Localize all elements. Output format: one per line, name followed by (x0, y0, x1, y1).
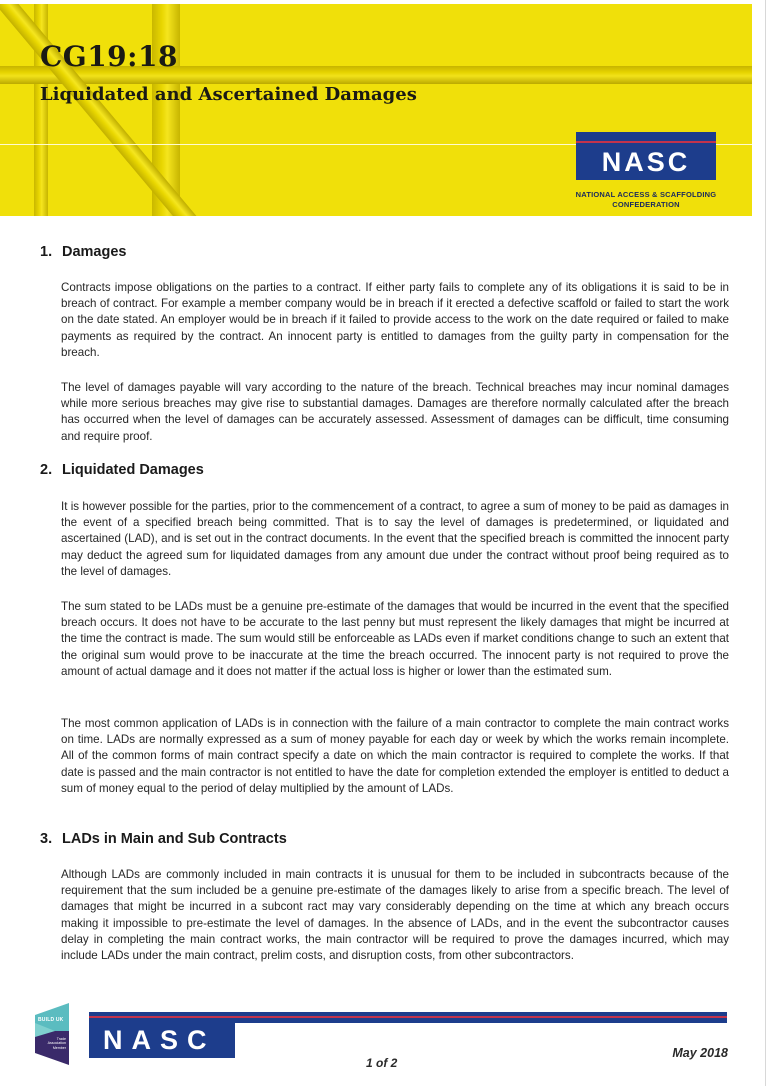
logo-text: NASC (601, 147, 691, 177)
paragraph: The sum stated to be LADs must be a genuine pre-estimate of the damages that would be incurred in the event that the specified breach occurs. It does not have to be accurate to the last penny but must represent the likely damages that might be incurred at the time the contract is made. The sum would still be enforceable as LADs even if market conditions change to such an extent that the original sum would prove to be inaccurate at the time the breach occurred. The innocent party is not required to prove the amount of actual damage and it does not matter if the actual loss is higher or lower than the estimated sum. (61, 600, 729, 678)
footer-bar (89, 1012, 727, 1023)
document-title: Liquidated and Ascertained Damages (40, 84, 417, 105)
logo-stripe (576, 141, 716, 143)
paragraph: Contracts impose obligations on the parties to a contract. If either party fails to complete any of its obligations it is said to be in breach of contract. For example a member company would be in breach if it erected a defective scaffold or failed to start the work on the date stated. An employer would be in breach if it failed to provide access to the work on the date required or failed to make payments as required by the contract. An innocent party is entitled to damages from the guilty party in compensation for the breach. (61, 281, 729, 359)
section-title: Liquidated Damages (62, 462, 204, 478)
logo-subtitle-line1: NATIONAL ACCESS & SCAFFOLDING (575, 190, 717, 199)
builduk-member-text: Trade Association Member (47, 1037, 66, 1050)
nasc-logo (576, 132, 716, 180)
page-number: 1 of 2 (366, 1056, 398, 1070)
footer-stripe (89, 1016, 727, 1018)
section-heading-lads-main-sub (40, 831, 287, 847)
section-heading-damages (40, 244, 126, 260)
paragraph: Although LADs are commonly included in main contracts it is unusual for them to be included in subcontracts because of the requirement that the sum included be a genuine pre-estimate of the damages likely to arise from a specific breach. The level of damages that might be incurred in a subcont ract may vary considerably depending on the time at which any breach occurs making it impossible to pre-estimate the level of damages. In the absence of LADs, and in the event the subcontractor causes delay in completing the main contract works, the main contractor will be required to prove the damages incurred, which may include LADs under the main contract, prelim costs, and disruption costs, from other subcontractors. (61, 868, 729, 963)
paragraph: The level of damages payable will vary according to the nature of the breach. Technical breaches may incur nominal damages while more serious breaches may give rise to substantial damages. Damages are therefore normally calculated after the breach has occurred when the level of damages can be accurately assessed. Assessment of damages can be difficult, time consuming and require proof. (61, 381, 729, 443)
footer-nasc-logo: NASC (89, 1023, 235, 1058)
section-number: 1. (40, 244, 53, 260)
section-title: Damages (62, 244, 127, 260)
section-number: 2. (40, 462, 53, 478)
section-heading-liquidated-damages (40, 462, 204, 478)
publication-date: May 2018 (672, 1046, 728, 1060)
paragraph: The most common application of LADs is in connection with the failure of a main contractor to complete the main contract works on time. LADs are normally expressed as a sum of money payable for each day or week by which the works remain incomplete. All of the common forms of main contract specify a date on which the main contractor is required to complete the works. If that date is passed and the main contractor is not entitled to have the date for completion extended the employer is entitled to deduct a sum of money equal to the period of delay multiplied by the amount of LADs. (61, 717, 729, 795)
section-number: 3. (40, 831, 53, 847)
document-code: CG19:18 (40, 40, 178, 73)
paragraph: It is however possible for the parties, prior to the commencement of a contract, to agree a sum of money to be paid as damages in the event of a specified breach being committed. That is to say the level of damages is predetermined, or liquidated and ascertained (LAD), and is set out in the contract documents. In the event that the specified breach is committed the innocent party may deduct the agreed sum for liquidated damages from any amount due under the contract without proof being required as to the level of damages. (61, 500, 729, 578)
section-title: LADs in Main and Sub Contracts (62, 831, 287, 847)
builduk-badge-icon (35, 1003, 69, 1065)
logo-subtitle-line2: CONFEDERATION (612, 200, 680, 209)
logo-subtitle (560, 190, 732, 210)
header-banner (0, 4, 752, 216)
builduk-label: BUILD UK (38, 1017, 64, 1023)
page-edge (765, 0, 766, 1086)
